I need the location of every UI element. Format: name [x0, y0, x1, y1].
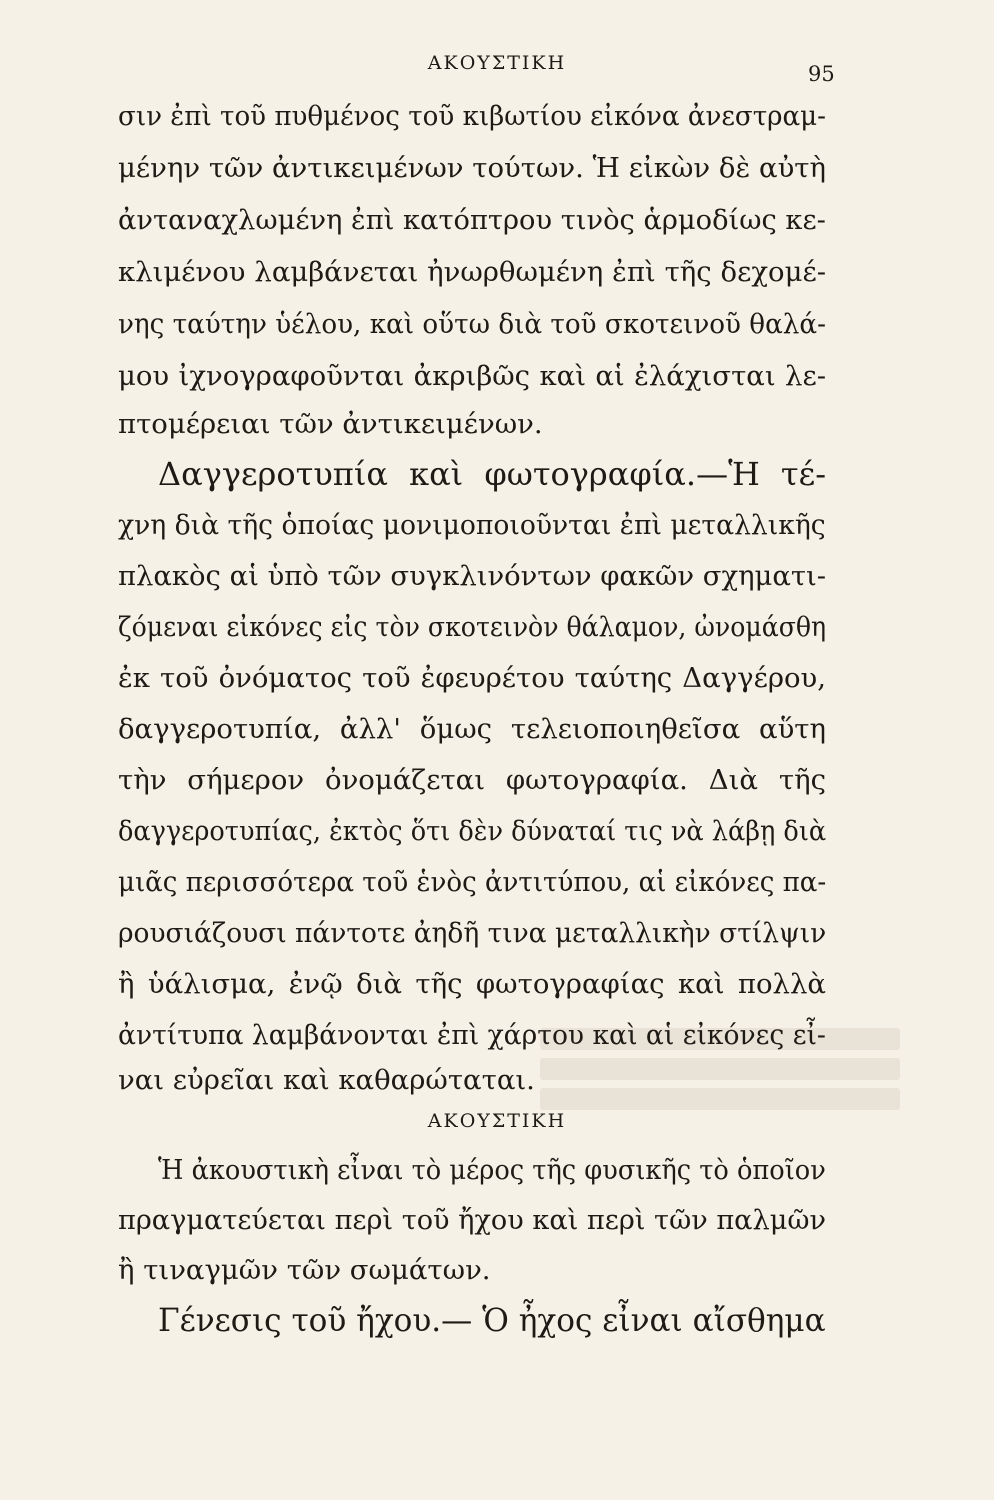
- section-line: πραγματεύεται περὶ τοῦ ἤχου καὶ περὶ τῶν παλμῶν: [118, 1204, 826, 1236]
- body-line: μένην τῶν ἀντικειμένων τούτων. Ἡ εἰκὼν δὲ αὐτὴ: [118, 152, 826, 184]
- body-line: ἀντίτυπα λαμβάνονται ἐπὶ χάρτου καὶ αἱ εἰκόνες εἶ-: [118, 1019, 826, 1051]
- paragraph-heading-line: Δαγγεροτυπία καὶ φωτογραφία.—Ἡ τέ-: [158, 455, 826, 493]
- section-heading: ΑΚΟΥΣΤΙΚΗ: [427, 1110, 567, 1132]
- section-line: ἢ τιναγμῶν τῶν σωμάτων.: [118, 1254, 491, 1286]
- page-number: 95: [808, 62, 835, 86]
- body-line: χνη διὰ τῆς ὁποίας μονιμοποιοῦνται ἐπὶ μεταλλικῆς: [118, 509, 826, 541]
- body-line: πτομέρειαι τῶν ἀντικειμένων.: [118, 408, 543, 440]
- body-line: κλιμένου λαμβάνεται ἠνωρθωμένη ἐπὶ τῆς δεχομέ-: [118, 256, 826, 288]
- body-line: ἀνταναχλωμένη ἐπὶ κατόπτρου τινὸς ἁρμοδίως κε-: [118, 204, 826, 236]
- body-line: δαγγεροτυπία, ἀλλ' ὅμως τελειοποιηθεῖσα αὕτη: [118, 713, 826, 745]
- body-line: ζόμεναι εἰκόνες εἰς τὸν σκοτεινὸν θάλαμον, ὠνομάσθη: [118, 611, 827, 643]
- body-line: ἢ ὑάλισμα, ἐνῷ διὰ τῆς φωτογραφίας καὶ πολλὰ: [118, 968, 826, 1000]
- paragraph-heading-line: Γένεσις τοῦ ἤχου.— Ὁ ἦχος εἶναι αἴσθημα: [158, 1301, 826, 1339]
- body-line: μιᾶς περισσότερα τοῦ ἑνὸς ἀντιτύπου, αἱ εἰκόνες πα-: [118, 866, 827, 898]
- body-line: σιν ἐπὶ τοῦ πυθμένος τοῦ κιβωτίου εἰκόνα ἀνεστραμ-: [118, 100, 826, 132]
- body-line: ρουσιάζουσι πάντοτε ἀηδῆ τινα μεταλλικὴν στίλψιν: [118, 917, 827, 949]
- body-line: ἐκ τοῦ ὀνόματος τοῦ ἐφευρέτου ταύτης Δαγγέρου,: [118, 662, 826, 694]
- body-line: πλακὸς αἱ ὑπὸ τῶν συγκλινόντων φακῶν σχηματι-: [118, 560, 827, 592]
- body-line: νης ταύτην ὑέλου, καὶ οὕτω διὰ τοῦ σκοτεινοῦ θαλά-: [118, 308, 826, 340]
- body-line: τὴν σήμερον ὀνομάζεται φωτογραφία. Διὰ τῆς: [118, 764, 826, 796]
- section-line: Ἡ ἀκουστικὴ εἶναι τὸ μέρος τῆς φυσικῆς τὸ ὁποῖον: [158, 1154, 826, 1186]
- body-line: ναι εὐρεῖαι καὶ καθαρώταται.: [118, 1064, 535, 1096]
- running-head: ΑΚΟΥΣΤΙΚΗ: [427, 52, 567, 74]
- body-line: μου ἰχνογραφοῦνται ἀκριβῶς καὶ αἱ ἐλάχισται λε-: [118, 360, 826, 392]
- body-line: δαγγεροτυπίας, ἐκτὸς ὅτι δὲν δύναταί τις νὰ λάβῃ διὰ: [118, 815, 827, 847]
